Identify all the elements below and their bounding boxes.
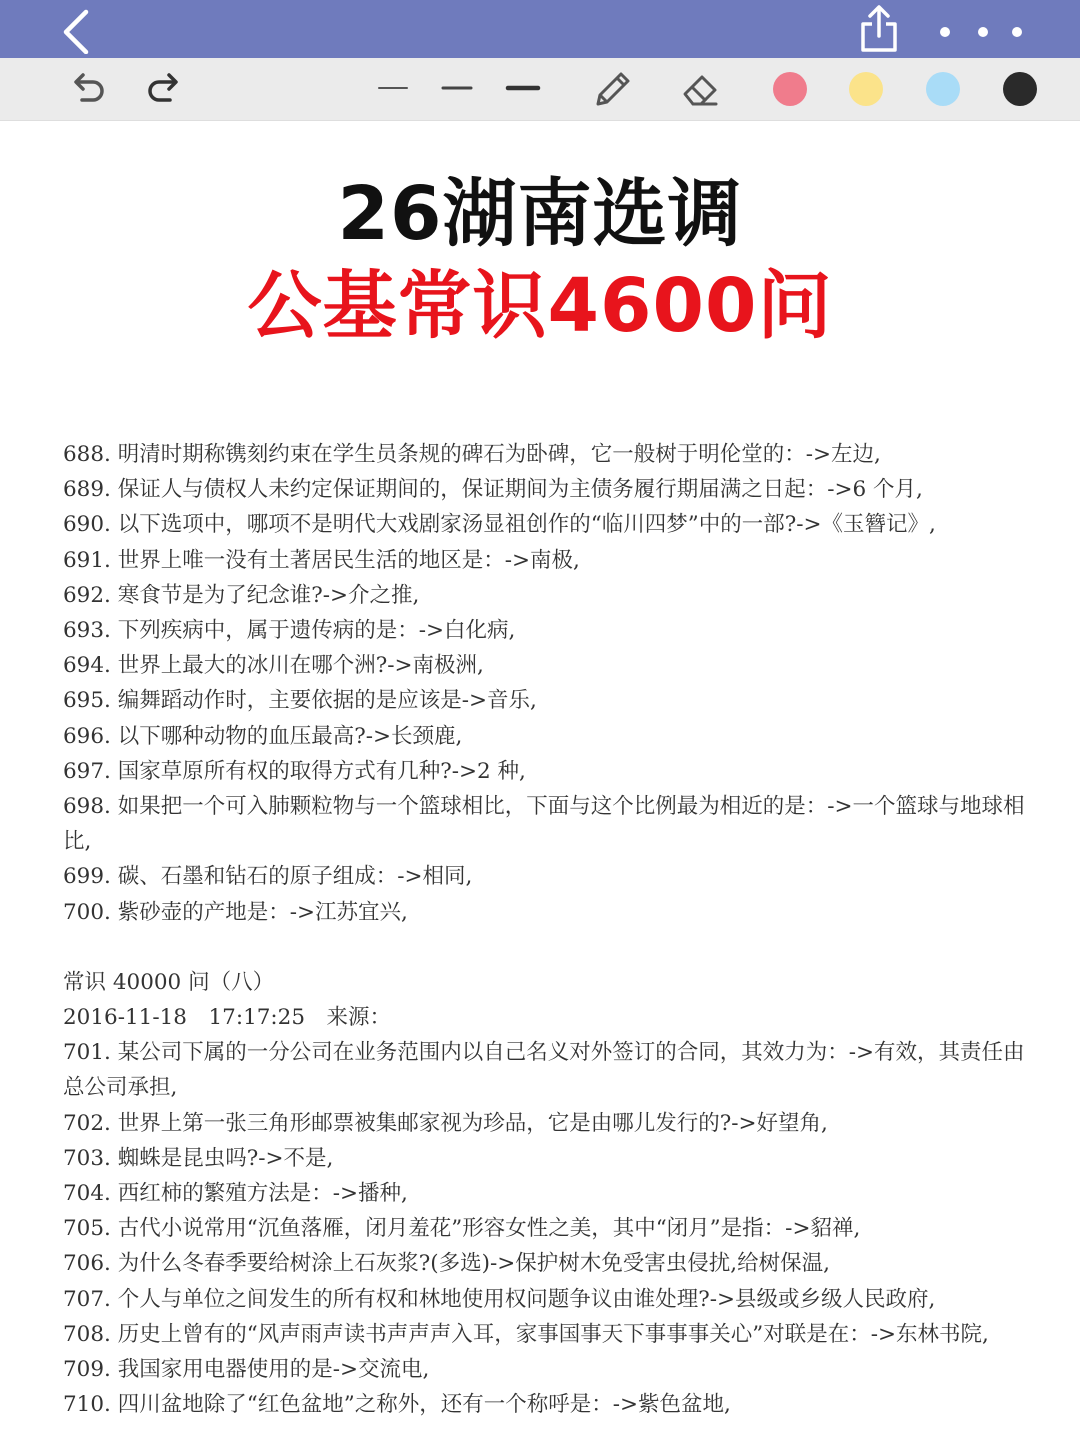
question-item: 697. 国家草原所有权的取得方式有几种?->2 种, [63, 758, 526, 784]
question-item: 709. 我国家用电器使用的是->交流电, [63, 1357, 430, 1383]
question-item: 707. 个人与单位之间发生的所有权和林地使用权问题争议由谁处理?->县级或乡级人民政府, [63, 1286, 936, 1312]
pink-color-swatch[interactable] [773, 72, 807, 106]
undo-icon[interactable] [68, 68, 108, 108]
black-color-swatch[interactable] [1003, 72, 1037, 106]
question-item: 702. 世界上第一张三角形邮票被集邮家视为珍品，它是由哪儿发行的?->好望角, [63, 1110, 828, 1136]
question-item: 695. 编舞蹈动作时，主要依据的是应该是->音乐, [63, 688, 537, 714]
back-chevron-icon[interactable] [52, 6, 102, 54]
question-item: 688. 明清时期称镌刻约束在学生员条规的碑石为卧碑，它一般树于明伦堂的：->左边, [63, 442, 881, 467]
section-meta: 2016-11-18 17:17:25 来源： [63, 1005, 392, 1031]
document-title: 26湖南选调 [337, 171, 743, 257]
question-item: 701. 某公司下属的一分公司在业务范围内以自己名义对外签订的合同，其效力为：->有效，其责任由总公司承担, [63, 1040, 1025, 1101]
section-title: 常识 40000 问（八） [63, 969, 275, 995]
light-blue-color-swatch[interactable] [926, 72, 960, 106]
medium-line-icon[interactable] [440, 78, 474, 98]
question-item: 696. 以下哪种动物的血压最高?->长颈鹿, [63, 723, 463, 749]
question-item: 700. 紫砂壶的产地是：->江苏宜兴, [63, 899, 408, 925]
question-item: 703. 蜘蛛是昆虫吗?->不是, [63, 1145, 334, 1171]
question-item: 698. 如果把一个可入肺颗粒物与一个篮球相比，下面与这个比例最为相近的是：->一个篮球与地球相比, [63, 794, 1025, 855]
share-icon[interactable] [852, 2, 906, 56]
question-item: 705. 古代小说常用“沉鱼落雁，闭月羞花”形容女性之美，其中“闭月”是指：->貂禅, [63, 1216, 861, 1242]
eraser-icon[interactable] [678, 66, 724, 112]
question-item: 693. 下列疾病中，属于遗传病的是：->白化病, [63, 618, 516, 644]
yellow-color-swatch[interactable] [849, 72, 883, 106]
drawing-toolbar [0, 58, 1080, 121]
thin-line-icon[interactable] [376, 78, 410, 98]
question-item: 710. 四川盆地除了“红色盆地”之称外，还有一个称呼是：->紫色盆地, [63, 1392, 731, 1418]
section-spacer [63, 930, 1028, 965]
document-content [63, 437, 1028, 1422]
question-item: 699. 碳、石墨和钻石的原子组成：->相同, [63, 864, 473, 890]
question-item: 694. 世界上最大的冰川在哪个洲?->南极洲, [63, 653, 484, 679]
document-subtitle: 公基常识4600问 [247, 263, 833, 349]
more-dots-icon[interactable] [930, 14, 1040, 48]
question-item: 708. 历史上曾有的“风声雨声读书声声声入耳，家事国事天下事事事关心”对联是在：->东林书院, [63, 1321, 989, 1347]
top-navigation-bar [0, 0, 1080, 58]
question-item: 692. 寒食节是为了纪念谁?->介之推, [63, 582, 420, 608]
redo-icon[interactable] [144, 68, 184, 108]
question-list-part2 [63, 1035, 1028, 1422]
question-item: 690. 以下选项中，哪项不是明代大戏剧家汤显祖创作的“临川四梦”中的一部?->《玉簪记》, [63, 512, 936, 538]
question-item: 704. 西红柿的繁殖方法是：->播种, [63, 1181, 408, 1207]
document-page [0, 121, 1080, 1440]
pencil-icon[interactable] [590, 66, 636, 112]
question-item: 689. 保证人与债权人未约定保证期间的，保证期间为主债务履行期届满之日起：->6 个月, [63, 477, 923, 503]
question-item: 706. 为什么冬春季要给树涂上石灰浆?(多选)->保护树木免受害虫侵扰,给树保温, [63, 1251, 830, 1277]
question-item: 691. 世界上唯一没有土著居民生活的地区是：->南极, [63, 547, 580, 573]
question-list-part1 [63, 437, 1028, 930]
thick-line-icon[interactable] [505, 78, 541, 98]
